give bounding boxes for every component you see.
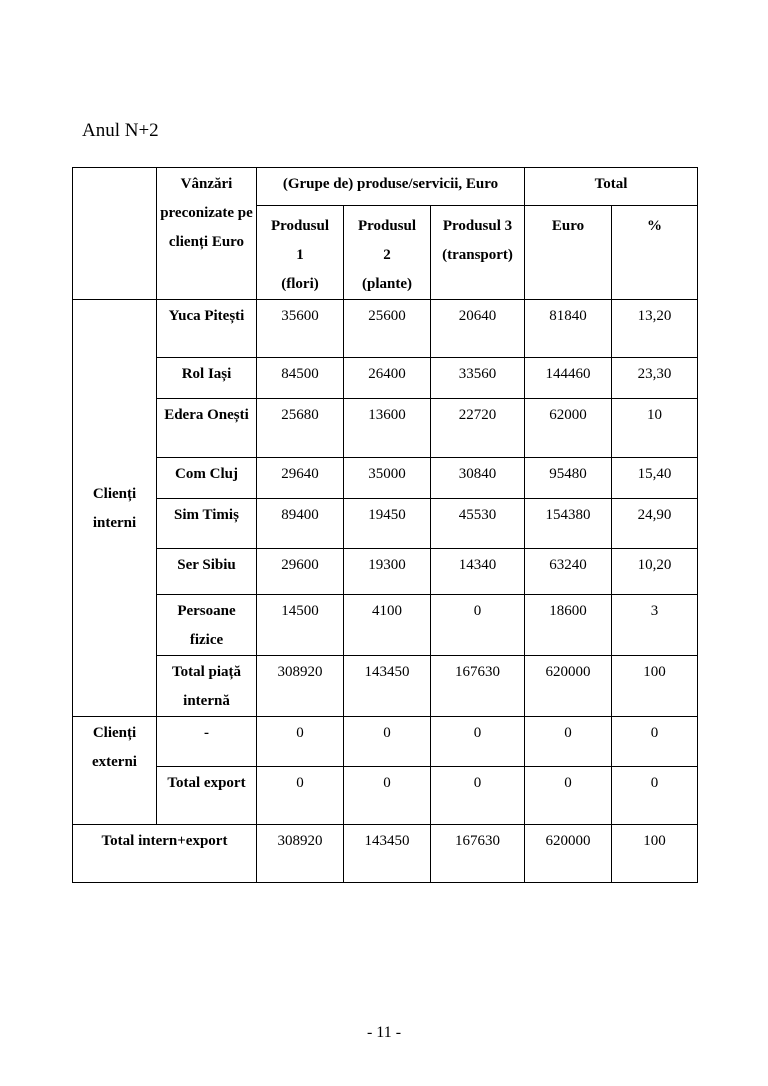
cell-euro: 62000 xyxy=(525,399,612,458)
row-label: Sim Timiș xyxy=(157,499,257,549)
cell-product-3: 45530 xyxy=(431,499,525,549)
header-product-2: Produsul 2 (plante) xyxy=(344,206,431,300)
cell-euro: 154380 xyxy=(525,499,612,549)
header-sales-label: Vânzări preconizate pe clienți Euro xyxy=(157,168,257,300)
row-label: Persoane fizice xyxy=(157,595,257,656)
group-internal-clients: Clienți interni xyxy=(73,300,157,717)
cell-product-3: 167630 xyxy=(431,656,525,717)
cell-percent: 23,30 xyxy=(612,358,698,399)
cell-percent: 13,20 xyxy=(612,300,698,358)
cell-product-2: 143450 xyxy=(344,825,431,883)
cell-product-1: 84500 xyxy=(257,358,344,399)
cell-product-3: 167630 xyxy=(431,825,525,883)
cell-percent: 15,40 xyxy=(612,458,698,499)
row-label: - xyxy=(157,717,257,767)
cell-euro: 95480 xyxy=(525,458,612,499)
cell-product-1: 0 xyxy=(257,717,344,767)
cell-product-2: 0 xyxy=(344,767,431,825)
cell-percent: 100 xyxy=(612,825,698,883)
header-total: Total xyxy=(525,168,698,206)
cell-euro: 18600 xyxy=(525,595,612,656)
header-product-3: Produsul 3 (transport) xyxy=(431,206,525,300)
cell-product-2: 13600 xyxy=(344,399,431,458)
cell-product-2: 4100 xyxy=(344,595,431,656)
section-heading: Anul N+2 xyxy=(82,120,159,141)
cell-product-3: 0 xyxy=(431,595,525,656)
table-row xyxy=(73,458,698,499)
row-label: Total piață internă xyxy=(157,656,257,717)
header-product-group: (Grupe de) produse/servicii, Euro xyxy=(257,168,525,206)
cell-percent: 3 xyxy=(612,595,698,656)
cell-euro: 0 xyxy=(525,767,612,825)
cell-product-2: 19450 xyxy=(344,499,431,549)
header-euro: Euro xyxy=(525,206,612,300)
cell-product-3: 20640 xyxy=(431,300,525,358)
table-row xyxy=(73,300,698,358)
table-row xyxy=(73,656,698,717)
cell-product-3: 0 xyxy=(431,717,525,767)
row-label: Total export xyxy=(157,767,257,825)
page-number: - 11 - xyxy=(366,1024,402,1041)
cell-product-2: 143450 xyxy=(344,656,431,717)
cell-product-1: 29640 xyxy=(257,458,344,499)
cell-percent: 10 xyxy=(612,399,698,458)
table-row xyxy=(73,499,698,549)
header-percent: % xyxy=(612,206,698,300)
row-label: Yuca Pitești xyxy=(157,300,257,358)
cell-euro: 0 xyxy=(525,717,612,767)
row-label: Ser Sibiu xyxy=(157,549,257,595)
header-corner-cell xyxy=(73,168,157,300)
table-row xyxy=(73,717,698,767)
cell-euro: 620000 xyxy=(525,825,612,883)
cell-euro: 620000 xyxy=(525,656,612,717)
row-label: Rol Iași xyxy=(157,358,257,399)
cell-product-1: 308920 xyxy=(257,825,344,883)
cell-product-3: 30840 xyxy=(431,458,525,499)
cell-percent: 0 xyxy=(612,717,698,767)
cell-percent: 0 xyxy=(612,767,698,825)
cell-product-1: 29600 xyxy=(257,549,344,595)
cell-product-1: 14500 xyxy=(257,595,344,656)
cell-percent: 100 xyxy=(612,656,698,717)
cell-product-2: 0 xyxy=(344,717,431,767)
header-product-1: Produsul 1 (flori) xyxy=(257,206,344,300)
cell-euro: 81840 xyxy=(525,300,612,358)
cell-product-1: 25680 xyxy=(257,399,344,458)
table-row xyxy=(73,767,698,825)
cell-product-2: 19300 xyxy=(344,549,431,595)
grand-total-label: Total intern+export xyxy=(73,825,257,883)
cell-product-3: 14340 xyxy=(431,549,525,595)
grand-total-row xyxy=(73,825,698,883)
cell-euro: 63240 xyxy=(525,549,612,595)
cell-percent: 24,90 xyxy=(612,499,698,549)
cell-product-1: 35600 xyxy=(257,300,344,358)
table-row xyxy=(73,399,698,458)
table-row xyxy=(73,358,698,399)
cell-product-3: 33560 xyxy=(431,358,525,399)
row-label: Edera Onești xyxy=(157,399,257,458)
cell-product-3: 0 xyxy=(431,767,525,825)
cell-product-3: 22720 xyxy=(431,399,525,458)
cell-product-1: 89400 xyxy=(257,499,344,549)
table-row xyxy=(73,595,698,656)
cell-product-1: 308920 xyxy=(257,656,344,717)
cell-euro: 144460 xyxy=(525,358,612,399)
cell-product-2: 26400 xyxy=(344,358,431,399)
cell-product-2: 35000 xyxy=(344,458,431,499)
cell-percent: 10,20 xyxy=(612,549,698,595)
cell-product-2: 25600 xyxy=(344,300,431,358)
sales-forecast-table xyxy=(72,167,698,883)
cell-product-1: 0 xyxy=(257,767,344,825)
table-row xyxy=(73,549,698,595)
row-label: Com Cluj xyxy=(157,458,257,499)
group-external-clients: Clienți externi xyxy=(73,717,157,825)
